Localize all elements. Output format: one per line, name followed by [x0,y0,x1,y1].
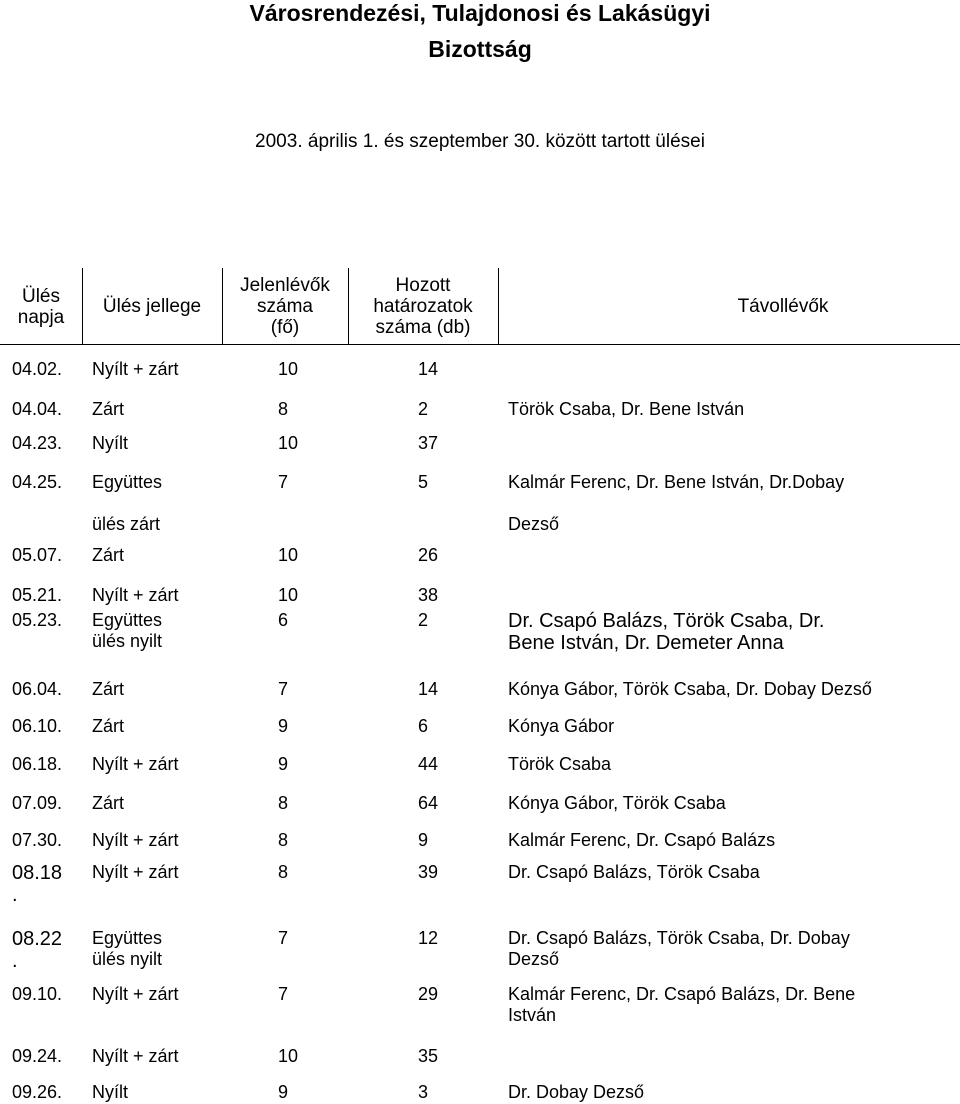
header-bottom-border [0,344,960,345]
cell-resolutions: 37 [418,433,439,453]
cell-present: 7 [278,472,289,492]
cell-type: Együttes ülés nyilt [92,928,163,969]
cell-resolutions: 6 [418,716,429,736]
cell-absent: Dr. Dobay Dezső [508,1082,645,1102]
cell-present: 8 [278,399,289,419]
table-header [0,268,960,345]
cell-type: Nyílt + zárt [92,585,179,605]
cell-absent: Török Csaba, Dr. Bene István [508,399,745,419]
cell-present: 8 [278,830,289,850]
cell-resolutions: 3 [418,1082,429,1102]
cell-resolutions: 39 [418,862,439,882]
header-type: Ülés jellege [102,296,202,317]
cell-resolutions: 5 [418,472,429,492]
cell-type: Zárt [92,399,125,419]
cell-type: Zárt [92,793,125,813]
cell-resolutions: 9 [418,830,429,850]
cell-present: 10 [278,545,299,565]
cell-date: 05.23. [12,610,63,630]
cell-type: Nyílt + zárt [92,359,179,379]
cell-resolutions: 44 [418,754,439,774]
header-present: Jelenlévők száma (fő) [240,275,330,338]
cell-resolutions: 35 [418,1046,439,1066]
cell-resolutions: 12 [418,928,439,948]
cell-absent: Kalmár Ferenc, Dr. Bene István, Dr.Dobay Dezső [508,472,845,534]
cell-absent: Dr. Csapó Balázs, Török Csaba, Dr. Dobay Dezső [508,928,850,969]
cell-resolutions: 26 [418,545,439,565]
cell-resolutions: 14 [418,359,439,379]
cell-resolutions: 38 [418,585,439,605]
cell-present: 6 [278,610,289,630]
cell-type: Nyílt + zárt [92,830,179,850]
cell-date: 07.09. [12,793,63,813]
cell-absent: Kalmár Ferenc, Dr. Csapó Balázs, Dr. Bene István [508,984,856,1025]
cell-present: 7 [278,984,289,1004]
cell-type: Együttes ülés zárt [92,472,163,534]
cell-date: 08.22 . [12,928,63,972]
cell-type: Nyílt + zárt [92,984,179,1004]
cell-date: 05.07. [12,545,63,565]
cell-resolutions: 2 [418,399,429,419]
cell-resolutions: 29 [418,984,439,1004]
cell-type: Zárt [92,716,125,736]
subtitle: 2003. április 1. és szeptember 30. között tartott ülései [255,131,705,152]
cell-date: 08.18 . [12,862,63,906]
cell-present: 10 [278,1046,299,1066]
cell-date: 09.24. [12,1046,63,1066]
cell-present: 10 [278,433,299,453]
cell-absent: Török Csaba [508,754,612,774]
cell-date: 06.10. [12,716,63,736]
cell-present: 9 [278,754,289,774]
cell-present: 10 [278,359,299,379]
cell-present: 10 [278,585,299,605]
title-line-1: Városrendezési, Tulajdonosi és Lakásügyi [249,0,711,26]
cell-absent: Kalmár Ferenc, Dr. Csapó Balázs [508,830,776,850]
cell-type: Nyílt + zárt [92,1046,179,1066]
cell-present: 8 [278,793,289,813]
cell-present: 7 [278,928,289,948]
header-absent: Távollévők [737,296,829,317]
header-resolutions: Hozott határozatok száma (db) [373,275,473,338]
cell-type: Együttes ülés nyilt [92,610,163,651]
cell-type: Nyílt + zárt [92,862,179,882]
header-date: Ülés napja [17,285,65,328]
cell-date: 09.26. [12,1082,63,1102]
cell-date: 04.02. [12,359,63,379]
cell-type: Nyílt [92,433,128,453]
cell-type: Nyílt + zárt [92,754,179,774]
cell-type: Nyílt [92,1082,128,1102]
cell-absent: Dr. Csapó Balázs, Török Csaba [508,862,760,882]
cell-date: 09.10. [12,984,63,1004]
cell-resolutions: 2 [418,610,429,630]
cell-present: 7 [278,679,289,699]
cell-absent: Kónya Gábor [508,716,615,736]
cell-present: 8 [278,862,289,882]
title-line-2: Bizottság [428,36,532,62]
cell-present: 9 [278,716,289,736]
cell-type: Zárt [92,545,125,565]
cell-date: 05.21. [12,585,63,605]
cell-date: 04.25. [12,472,63,492]
cell-date: 04.23. [12,433,63,453]
cell-resolutions: 64 [418,793,439,813]
cell-date: 07.30. [12,830,63,850]
cell-absent: Kónya Gábor, Török Csaba, Dr. Dobay Dezső [508,679,872,699]
cell-date: 06.18. [12,754,63,774]
cell-absent: Kónya Gábor, Török Csaba [508,793,726,813]
cell-present: 9 [278,1082,289,1102]
cell-resolutions: 14 [418,679,439,699]
cell-date: 06.04. [12,679,63,699]
cell-absent: Dr. Csapó Balázs, Török Csaba, Dr. Bene István, Dr. Demeter Anna [508,610,825,654]
cell-date: 04.04. [12,399,63,419]
cell-type: Zárt [92,679,125,699]
